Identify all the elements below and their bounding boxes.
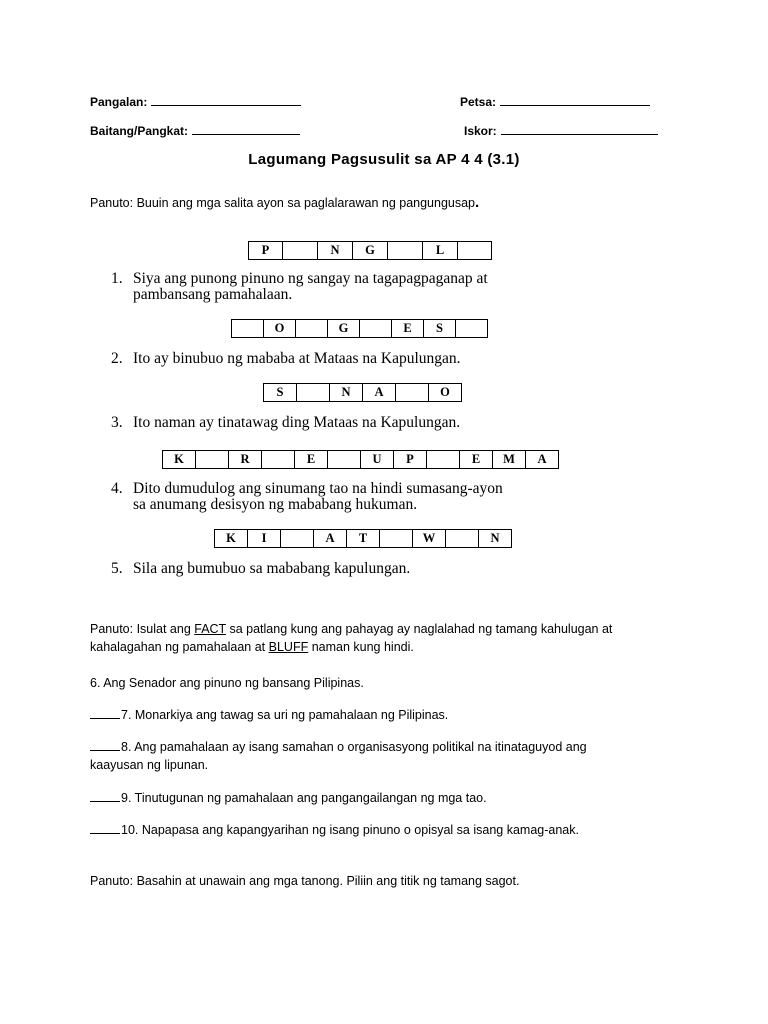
question-number: 2. xyxy=(111,350,123,367)
question-2 xyxy=(111,351,461,367)
question-number: 3. xyxy=(111,414,123,431)
question-text: Ito naman ay tinatawag ding Mataas na Kapulungan. xyxy=(133,414,461,431)
instruction-text: sa patlang kung ang pahayag ay naglalahad ng tamang kahulugan at xyxy=(225,622,613,636)
question-4 xyxy=(111,481,503,513)
name-field xyxy=(90,95,301,109)
letter-box[interactable] xyxy=(296,383,330,402)
question-text: Dito dumudulog ang sinumang tao na hindi sumasang-ayon xyxy=(133,480,503,497)
part3-instruction xyxy=(90,872,519,890)
letter-box[interactable] xyxy=(295,319,328,338)
letter-box[interactable] xyxy=(261,450,295,469)
letter-box[interactable]: P xyxy=(393,450,427,469)
letter-box[interactable] xyxy=(426,450,460,469)
fact-keyword: FACT xyxy=(194,622,226,636)
letter-boxes-3 xyxy=(263,383,462,403)
item-text: 8. Ang pamahalaan ay isang samahan o organisasyong politikal na itinataguyod ang xyxy=(121,740,587,754)
letter-box[interactable]: G xyxy=(352,241,388,260)
letter-box[interactable]: N xyxy=(317,241,353,260)
part1-instruction xyxy=(90,194,479,212)
letter-box[interactable] xyxy=(359,319,392,338)
letter-box[interactable] xyxy=(231,319,264,338)
letter-box[interactable]: O xyxy=(263,319,296,338)
letter-box[interactable]: E xyxy=(294,450,328,469)
letter-box[interactable] xyxy=(379,529,413,548)
letter-boxes-1 xyxy=(248,241,492,261)
name-blank[interactable] xyxy=(151,105,301,106)
instruction-text: kahalagahan ng pamahalaan at xyxy=(90,640,269,654)
instruction-text: naman kung hindi. xyxy=(308,640,414,654)
letter-box[interactable] xyxy=(445,529,479,548)
question-3 xyxy=(111,415,460,431)
item-8 xyxy=(90,738,690,774)
answer-blank[interactable] xyxy=(90,750,120,751)
item-text: 10. Napapasa ang kapangyarihan ng isang pinuno o opisyal sa isang kamag-anak. xyxy=(121,823,579,837)
letter-box[interactable] xyxy=(195,450,229,469)
letter-box[interactable]: R xyxy=(228,450,262,469)
letter-boxes-4 xyxy=(162,450,559,470)
answer-blank[interactable] xyxy=(90,801,120,802)
date-blank[interactable] xyxy=(500,105,650,106)
letter-box[interactable]: N xyxy=(329,383,363,402)
letter-box[interactable]: S xyxy=(423,319,456,338)
letter-box[interactable]: U xyxy=(360,450,394,469)
letter-box[interactable] xyxy=(327,450,361,469)
letter-box[interactable] xyxy=(282,241,318,260)
letter-box[interactable]: E xyxy=(459,450,493,469)
question-text: Ito ay binubuo ng mababa at Mataas na Kapulungan. xyxy=(133,350,461,367)
date-field xyxy=(460,95,650,109)
question-text-cont: pambansang pamahalaan. xyxy=(133,286,293,303)
score-field xyxy=(464,124,658,138)
question-number: 1. xyxy=(111,270,123,287)
letter-box[interactable]: N xyxy=(478,529,512,548)
part1-instruction-text: Panuto: Buuin ang mga salita ayon sa paglalarawan ng pangungusap xyxy=(90,196,476,210)
letter-box[interactable] xyxy=(395,383,429,402)
question-text-cont: sa anumang desisyon ng mababang hukuman. xyxy=(133,496,418,513)
grade-label: Baitang/Pangkat: xyxy=(90,124,189,138)
item-text: 7. Monarkiya ang tawag sa uri ng pamahalaan ng Pilipinas. xyxy=(121,708,449,722)
letter-box[interactable]: E xyxy=(391,319,424,338)
letter-box[interactable]: G xyxy=(327,319,360,338)
letter-box[interactable]: P xyxy=(248,241,283,260)
question-number: 4. xyxy=(111,480,123,497)
item-9 xyxy=(90,789,487,807)
score-label: Iskor: xyxy=(464,124,497,138)
letter-box[interactable]: I xyxy=(247,529,281,548)
answer-blank[interactable] xyxy=(90,833,120,834)
question-text: Siya ang punong pinuno ng sangay na tagapagpaganap at xyxy=(133,270,488,287)
item-text: 6. Ang Senador ang pinuno ng bansang Pilipinas. xyxy=(90,676,364,690)
letter-box[interactable]: T xyxy=(346,529,380,548)
letter-box[interactable]: K xyxy=(162,450,196,469)
part2-instruction xyxy=(90,620,690,656)
question-number: 5. xyxy=(111,560,123,577)
answer-blank[interactable] xyxy=(90,718,120,719)
bluff-keyword: BLUFF xyxy=(268,640,309,654)
question-5 xyxy=(111,561,410,577)
letter-box[interactable]: A xyxy=(525,450,559,469)
letter-box[interactable]: A xyxy=(313,529,347,548)
grade-field xyxy=(90,124,300,138)
question-1 xyxy=(111,271,488,303)
letter-box[interactable]: O xyxy=(428,383,462,402)
date-label: Petsa: xyxy=(460,95,497,109)
letter-box[interactable]: L xyxy=(422,241,458,260)
letter-box[interactable]: W xyxy=(412,529,446,548)
letter-box[interactable]: M xyxy=(492,450,526,469)
score-blank[interactable] xyxy=(501,134,658,135)
instruction-text: Panuto: Isulat ang xyxy=(90,622,195,636)
letter-boxes-2 xyxy=(231,319,488,339)
item-6 xyxy=(90,674,364,692)
letter-box[interactable] xyxy=(455,319,488,338)
letter-box[interactable]: S xyxy=(263,383,297,402)
grade-blank[interactable] xyxy=(192,134,300,135)
item-7 xyxy=(90,706,448,724)
item-text-cont: kaayusan ng lipunan. xyxy=(90,758,209,772)
letter-box[interactable] xyxy=(457,241,492,260)
letter-boxes-5 xyxy=(214,529,512,549)
item-10 xyxy=(90,821,579,839)
question-text: Sila ang bumubuo sa mababang kapulungan. xyxy=(133,560,411,577)
letter-box[interactable]: K xyxy=(214,529,248,548)
item-text: 9. Tinutugunan ng pamahalaan ang pangangailangan ng mga tao. xyxy=(121,791,487,805)
letter-box[interactable]: A xyxy=(362,383,396,402)
part3-instruction-text: Panuto: Basahin at unawain ang mga tanong. Piliin ang titik ng tamang sagot. xyxy=(90,874,520,888)
letter-box[interactable] xyxy=(280,529,314,548)
name-label: Pangalan: xyxy=(90,95,148,109)
page-title: Lagumang Pagsusulit sa AP 4 4 (3.1) xyxy=(248,151,520,168)
letter-box[interactable] xyxy=(387,241,423,260)
part1-instruction-period: . xyxy=(475,194,480,211)
